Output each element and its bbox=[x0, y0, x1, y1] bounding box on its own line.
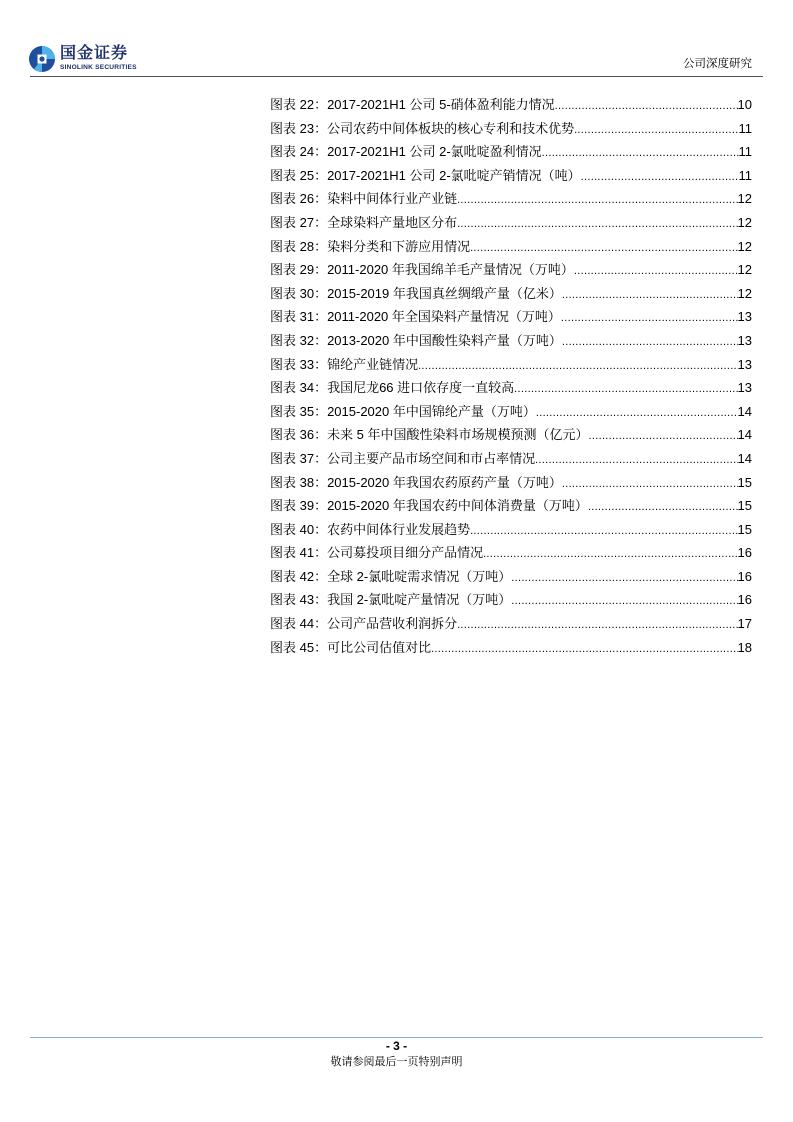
toc-dot-leader bbox=[561, 307, 738, 331]
toc-dot-leader bbox=[514, 378, 737, 402]
toc-entry-page-number: 11 bbox=[738, 167, 752, 183]
toc-entry-page-number: 16 bbox=[737, 545, 752, 561]
toc-entry[interactable] bbox=[270, 494, 752, 518]
toc-entry-title: 图表 34：我国尼龙66 进口依存度一直较高 bbox=[270, 380, 515, 396]
toc-dot-leader bbox=[511, 590, 737, 614]
toc-entry[interactable] bbox=[270, 541, 752, 565]
toc-entry-page-number: 14 bbox=[737, 427, 752, 443]
toc-entry-title: 图表 25：2017-2021H1 公司 2-氯吡啶产销情况（吨） bbox=[270, 167, 581, 183]
toc-entry-title: 图表 29：2011-2020 年我国绵羊毛产量情况（万吨） bbox=[270, 262, 574, 278]
toc-entry-title: 图表 33：锦纶产业链情况 bbox=[270, 356, 419, 372]
toc-entry-page-number: 15 bbox=[737, 521, 752, 537]
toc-entry-title: 图表 31：2011-2020 年全国染料产量情况（万吨） bbox=[270, 309, 561, 325]
toc-entry-page-number: 14 bbox=[737, 450, 752, 466]
toc-entry-page-number: 13 bbox=[737, 309, 752, 325]
toc-entry[interactable] bbox=[270, 164, 752, 188]
toc-entry-title: 图表 41：公司募投项目细分产品情况 bbox=[270, 545, 484, 561]
toc-entry-title: 图表 37：公司主要产品市场空间和市占率情况 bbox=[270, 450, 536, 466]
toc-entry[interactable] bbox=[270, 423, 752, 447]
toc-entry[interactable] bbox=[270, 447, 752, 471]
toc-entry[interactable] bbox=[270, 93, 752, 117]
sinolink-logo-icon bbox=[28, 45, 56, 73]
toc-dot-leader bbox=[457, 213, 737, 237]
toc-dot-leader bbox=[589, 425, 738, 449]
toc-entry-title: 图表 38：2015-2020 年我国农药原药产量（万吨） bbox=[270, 474, 562, 490]
toc-dot-leader bbox=[574, 119, 738, 143]
toc-entry-title: 图表 43：我国 2-氯吡啶产量情况（万吨） bbox=[270, 592, 512, 608]
toc-entry-title: 图表 24：2017-2021H1 公司 2-氯吡啶盈利情况 bbox=[270, 144, 542, 160]
toc-entry-page-number: 13 bbox=[737, 332, 752, 348]
toc-entry[interactable] bbox=[270, 305, 752, 329]
toc-entry-title: 图表 45：可比公司估值对比 bbox=[270, 639, 432, 655]
company-logo bbox=[28, 44, 158, 74]
toc-dot-leader bbox=[470, 237, 737, 261]
toc-entry-page-number: 17 bbox=[737, 616, 752, 632]
footer-disclaimer: 敬请参阅最后一页特别声明 bbox=[330, 1055, 463, 1068]
toc-entry-page-number: 15 bbox=[737, 474, 752, 490]
toc-entry[interactable] bbox=[270, 187, 752, 211]
toc-entry[interactable] bbox=[270, 400, 752, 424]
toc-dot-leader bbox=[457, 189, 737, 213]
toc-entry[interactable] bbox=[270, 471, 752, 495]
toc-dot-leader bbox=[581, 166, 739, 190]
toc-entry-title: 图表 27：全球染料产量地区分布 bbox=[270, 214, 458, 230]
toc-dot-leader bbox=[418, 355, 737, 379]
toc-entry[interactable] bbox=[270, 282, 752, 306]
page-number: - 3 - bbox=[385, 1039, 408, 1053]
toc-dot-leader bbox=[457, 614, 737, 638]
toc-entry-page-number: 12 bbox=[737, 285, 752, 301]
toc-dot-leader bbox=[574, 260, 738, 284]
toc-entry[interactable] bbox=[270, 588, 752, 612]
toc-entry-page-number: 18 bbox=[737, 639, 752, 655]
toc-entry[interactable] bbox=[270, 376, 752, 400]
toc-entry-title: 图表 32：2013-2020 年中国酸性染料产量（万吨） bbox=[270, 332, 562, 348]
toc-entry-page-number: 11 bbox=[738, 144, 752, 160]
logo-cn-name: 国金证券 bbox=[60, 43, 129, 62]
toc-entry-page-number: 13 bbox=[737, 356, 752, 372]
toc-dot-leader bbox=[562, 473, 738, 497]
toc-entry[interactable] bbox=[270, 353, 752, 377]
logo-en-name: SINOLINK SECURITIES bbox=[60, 64, 137, 71]
list-of-figures bbox=[270, 93, 752, 659]
toc-entry-title: 图表 26：染料中间体行业产业链 bbox=[270, 191, 458, 207]
toc-entry-title: 图表 35：2015-2020 年中国锦纶产量（万吨） bbox=[270, 403, 536, 419]
toc-entry[interactable] bbox=[270, 612, 752, 636]
toc-entry[interactable] bbox=[270, 636, 752, 660]
toc-entry-title: 图表 36：未来 5 年中国酸性染料市场规模预测（亿元） bbox=[270, 427, 589, 443]
toc-entry[interactable] bbox=[270, 117, 752, 141]
toc-entry-page-number: 12 bbox=[737, 214, 752, 230]
toc-entry-title: 图表 28：染料分类和下游应用情况 bbox=[270, 238, 471, 254]
toc-entry-page-number: 12 bbox=[737, 191, 752, 207]
toc-entry-page-number: 16 bbox=[737, 592, 752, 608]
toc-entry-title: 图表 40：农药中间体行业发展趋势 bbox=[270, 521, 471, 537]
toc-entry[interactable] bbox=[270, 329, 752, 353]
toc-entry-page-number: 12 bbox=[737, 262, 752, 278]
footer-divider bbox=[30, 1037, 763, 1038]
toc-entry-page-number: 10 bbox=[737, 97, 752, 112]
toc-entry-title: 图表 39：2015-2020 年我国农药中间体消费量（万吨） bbox=[270, 498, 588, 514]
toc-dot-leader bbox=[483, 543, 737, 567]
toc-dot-leader bbox=[562, 331, 738, 355]
toc-entry[interactable] bbox=[270, 258, 752, 282]
toc-dot-leader bbox=[470, 520, 737, 544]
toc-entry-page-number: 11 bbox=[738, 120, 752, 136]
toc-dot-leader bbox=[511, 567, 737, 591]
toc-entry-page-number: 14 bbox=[737, 403, 752, 419]
report-type-label: 公司深度研究 bbox=[683, 56, 752, 70]
toc-entry-title: 图表 30：2015-2019 年我国真丝绸缎产量（亿米） bbox=[270, 285, 562, 301]
toc-entry-page-number: 13 bbox=[737, 380, 752, 396]
toc-entry[interactable] bbox=[270, 140, 752, 164]
toc-entry-title: 图表 22：2017-2021H1 公司 5-硝体盈利能力情况 bbox=[270, 97, 555, 112]
toc-entry[interactable] bbox=[270, 518, 752, 542]
toc-entry[interactable] bbox=[270, 565, 752, 589]
header-divider bbox=[30, 76, 763, 77]
toc-dot-leader bbox=[536, 402, 738, 426]
toc-entry[interactable] bbox=[270, 235, 752, 259]
toc-dot-leader bbox=[588, 496, 738, 520]
toc-entry-page-number: 15 bbox=[737, 498, 752, 514]
toc-entry-page-number: 12 bbox=[737, 238, 752, 254]
toc-entry-title: 图表 23：公司农药中间体板块的核心专利和技术优势 bbox=[270, 120, 575, 136]
toc-dot-leader bbox=[431, 638, 737, 662]
toc-dot-leader bbox=[555, 95, 738, 119]
toc-dot-leader bbox=[562, 284, 738, 308]
toc-dot-leader bbox=[542, 142, 739, 166]
toc-entry-page-number: 16 bbox=[737, 568, 752, 584]
toc-dot-leader bbox=[535, 449, 737, 473]
toc-entry[interactable] bbox=[270, 211, 752, 235]
toc-entry-title: 图表 42：全球 2-氯吡啶需求情况（万吨） bbox=[270, 568, 512, 584]
toc-entry-title: 图表 44：公司产品营收利润拆分 bbox=[270, 616, 458, 632]
logo-center-dot bbox=[39, 56, 44, 61]
